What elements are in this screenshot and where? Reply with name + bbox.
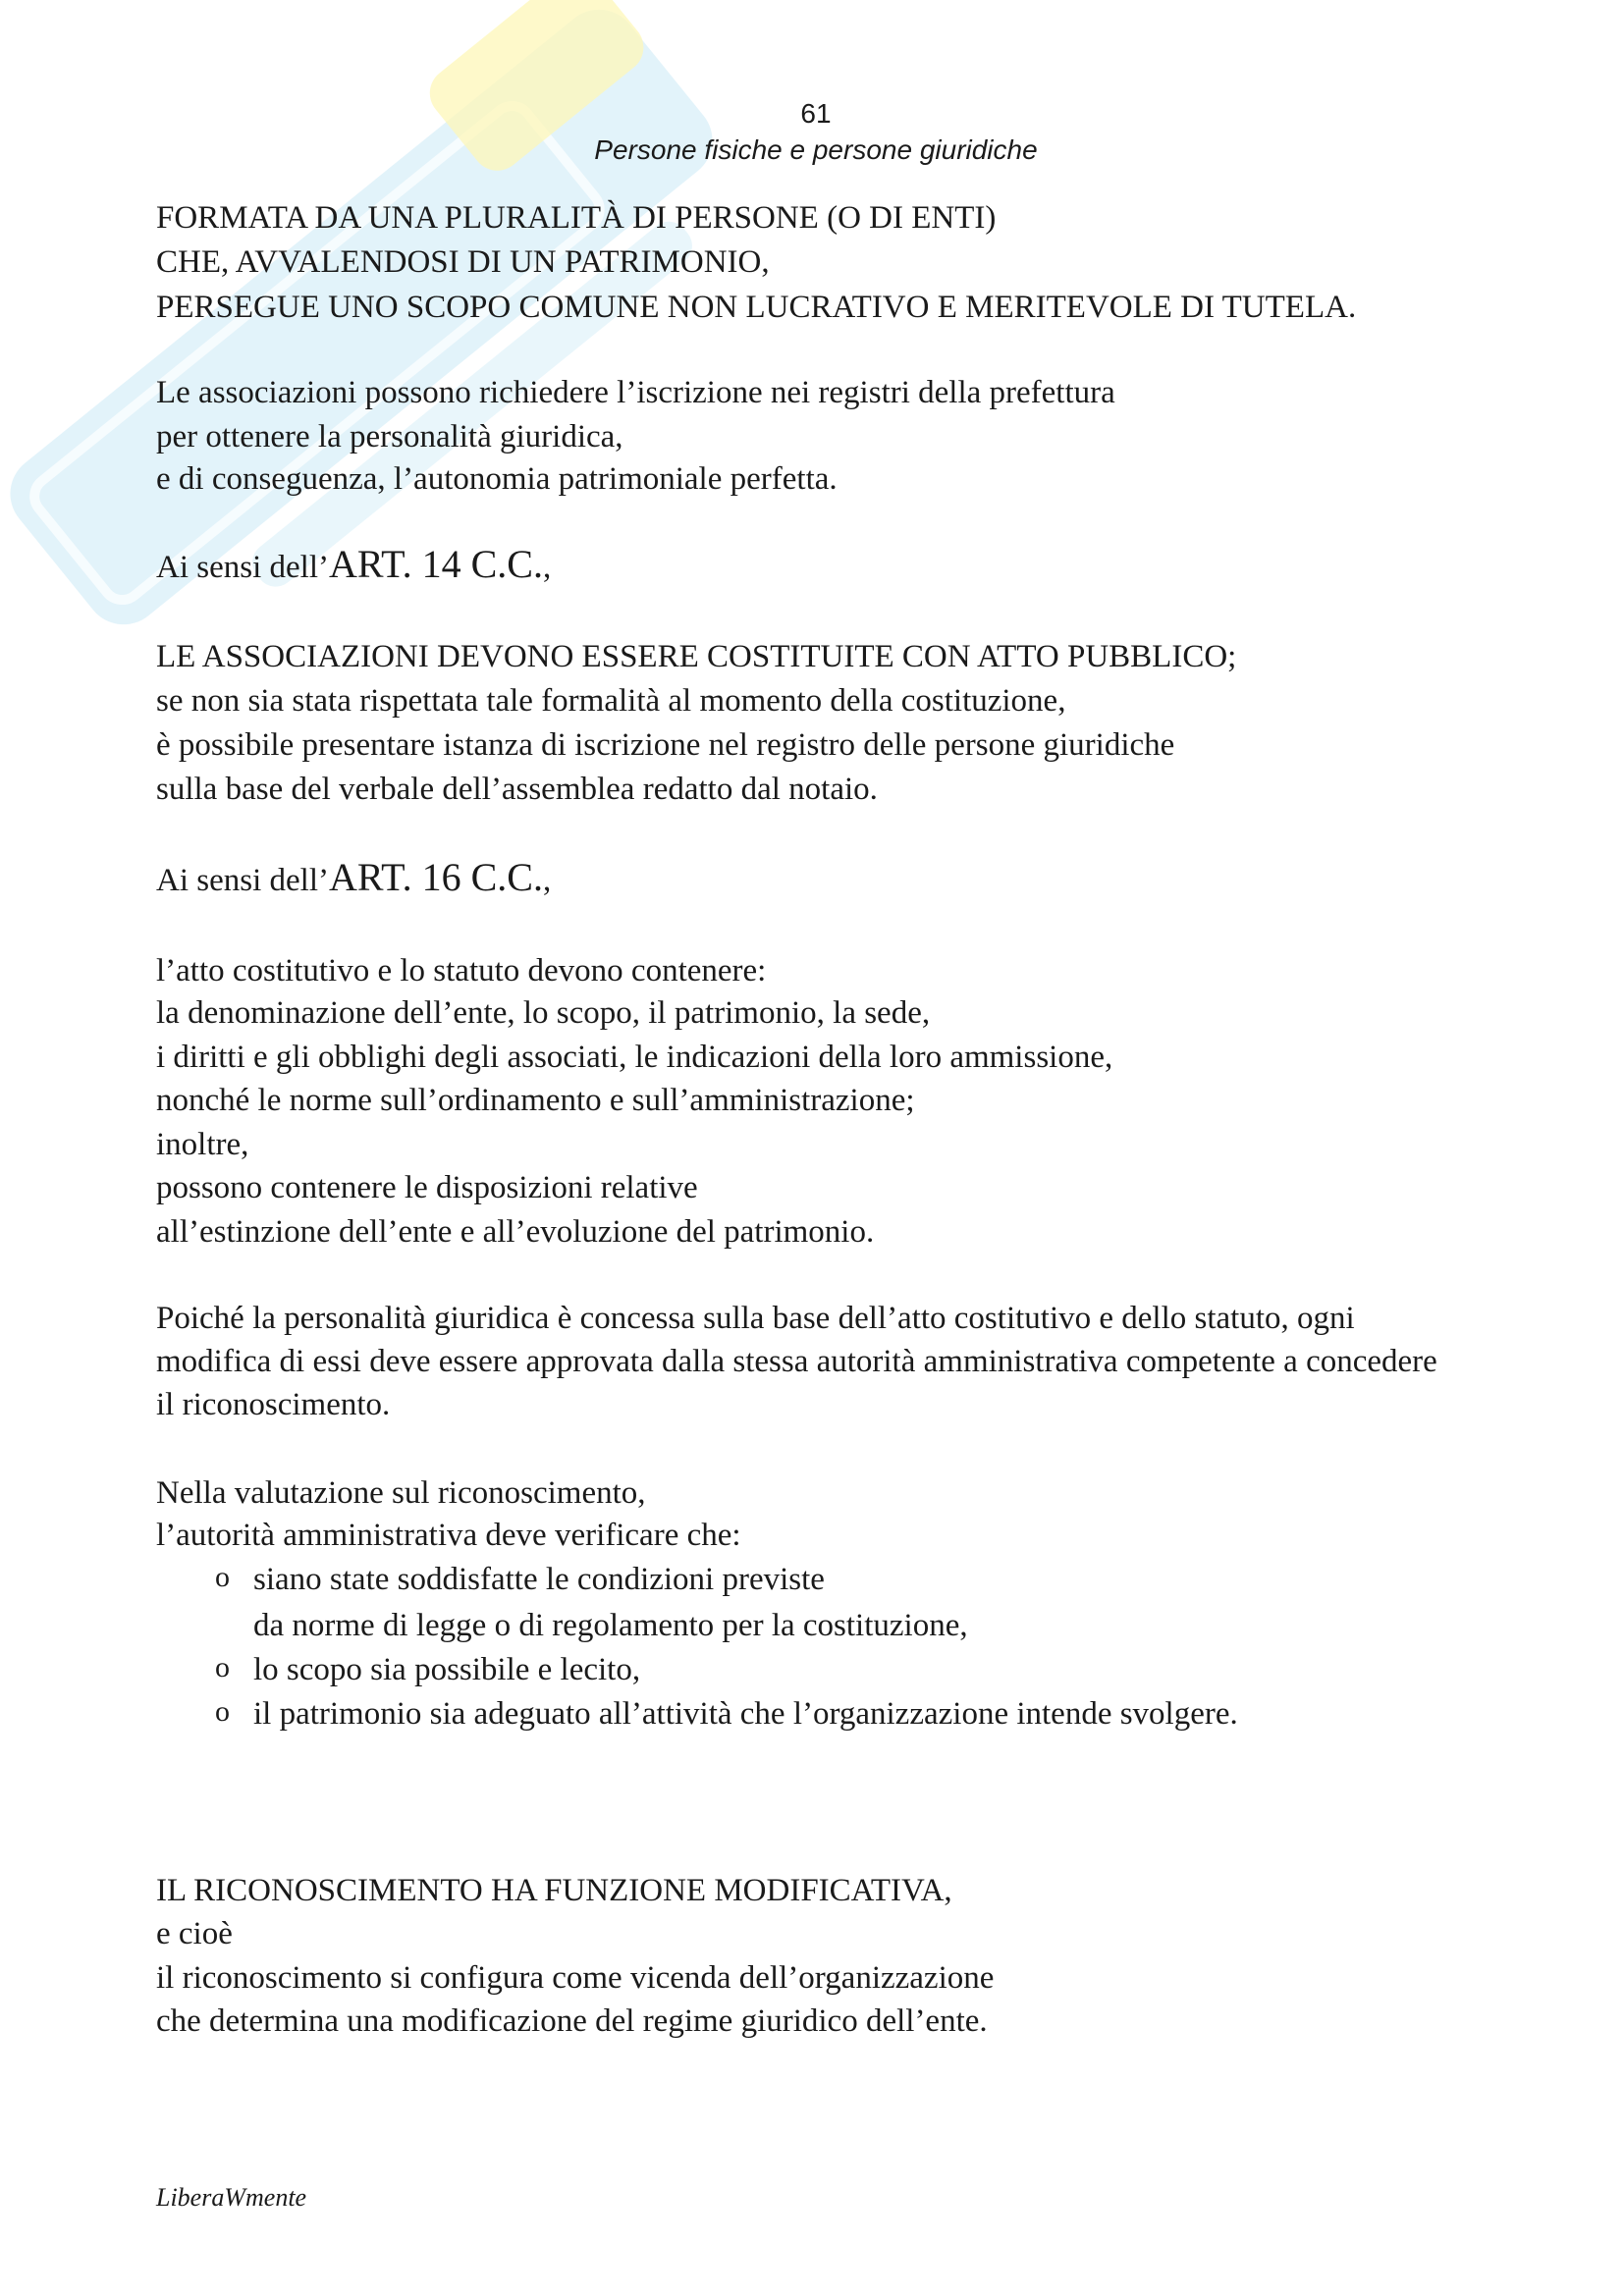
article-number: ART. 16 C.C. (328, 855, 543, 899)
bullet-marker: o (215, 1695, 230, 1728)
list-item-line: lo scopo sia possibile e lecito, (253, 1652, 641, 1687)
registration-line: Le associazioni possono richiedere l’iscrizione nei registri della prefettura (156, 375, 1115, 410)
article-16-line: l’atto costitutivo e lo statuto devono contenere: (156, 953, 767, 988)
article-prefix: Ai sensi dell’ (156, 863, 329, 898)
registration-line: e di conseguenza, l’autonomia patrimoniale perfetta. (156, 461, 838, 497)
article-16-reference (156, 853, 551, 905)
modification-line: modifica di essi deve essere approvata dalla stessa autorità amministrativa competente a concedere (156, 1344, 1437, 1379)
list-item-line: siano state soddisfatte le condizioni previste (253, 1562, 825, 1597)
bullet-marker: o (215, 1561, 230, 1593)
article-14-line: sulla base del verbale dell’assemblea redatto dal notaio. (156, 772, 878, 807)
page-number: 61 (800, 98, 832, 129)
function-line: e cioè (156, 1916, 233, 1951)
list-item-line: il patrimonio sia adeguato all’attività che l’organizzazione intende svolgere. (253, 1696, 1238, 1732)
article-14-line: se non sia stata rispettata tale formalità al momento della costituzione, (156, 683, 1066, 719)
definition-line: FORMATA DA UNA PLURALITÀ DI PERSONE (O DI ENTI) (156, 200, 997, 236)
article-14-line: LE ASSOCIAZIONI DEVONO ESSERE COSTITUITE CON ATTO PUBBLICO; (156, 639, 1237, 674)
definition-line: PERSEGUE UNO SCOPO COMUNE NON LUCRATIVO E MERITEVOLE DI TUTELA. (156, 290, 1357, 325)
registration-line: per ottenere la personalità giuridica, (156, 419, 623, 454)
article-suffix: , (542, 550, 552, 585)
article-16-line: la denominazione dell’ente, lo scopo, il patrimonio, la sede, (156, 995, 931, 1031)
evaluation-intro-line: l’autorità amministrativa deve verificare che: (156, 1518, 741, 1553)
function-line: il riconoscimento si configura come vicenda dell’organizzazione (156, 1960, 995, 1996)
evaluation-intro-line: Nella valutazione sul riconoscimento, (156, 1475, 646, 1511)
running-title: Persone fisiche e persone giuridiche (594, 134, 1038, 165)
footer-signature: LiberaWmente (156, 2183, 307, 2212)
function-line: IL RICONOSCIMENTO HA FUNZIONE MODIFICATIVA, (156, 1873, 952, 1908)
article-16-line: all’estinzione dell’ente e all’evoluzione del patrimonio. (156, 1214, 875, 1250)
bullet-marker: o (215, 1651, 230, 1683)
article-number: ART. 14 C.C. (328, 542, 543, 586)
article-suffix: , (542, 863, 552, 898)
modification-line: Poiché la personalità giuridica è concessa sulla base dell’atto costitutivo e dello statuto, ogni (156, 1301, 1355, 1336)
definition-line: CHE, AVVALENDOSI DI UN PATRIMONIO, (156, 244, 770, 280)
function-line: che determina una modificazione del regime giuridico dell’ente. (156, 2003, 988, 2039)
article-16-line: possono contenere le disposizioni relative (156, 1170, 698, 1205)
article-16-line: inoltre, (156, 1127, 249, 1162)
article-14-reference (156, 540, 551, 592)
article-14-line: è possibile presentare istanza di iscrizione nel registro delle persone giuridiche (156, 727, 1175, 763)
article-16-line: nonché le norme sull’ordinamento e sull’amministrazione; (156, 1083, 915, 1118)
modification-line: il riconoscimento. (156, 1387, 391, 1422)
article-prefix: Ai sensi dell’ (156, 550, 329, 585)
article-16-line: i diritti e gli obblighi degli associati, le indicazioni della loro ammissione, (156, 1040, 1113, 1075)
list-item-line: da norme di legge o di regolamento per la costituzione, (253, 1608, 968, 1643)
